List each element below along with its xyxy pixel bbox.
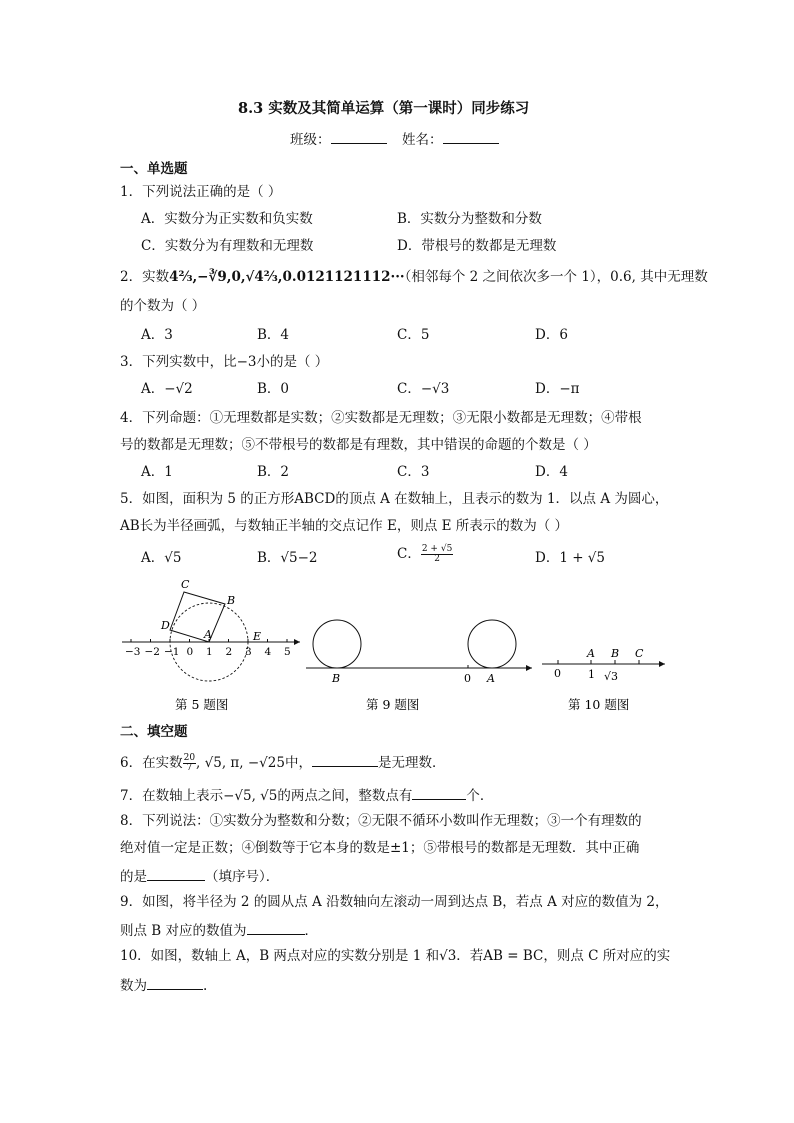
figure-9 <box>306 620 532 685</box>
q6-prefix: 6．在实数 <box>120 755 183 771</box>
q5-option-d: D．1 + √5 <box>535 550 605 566</box>
q1-stem: 1．下列说法正确的是（ ） <box>120 184 282 200</box>
q7-suffix: 个． <box>466 788 494 804</box>
q5-option-c-prefix: C． <box>397 546 421 562</box>
q3-option-c: C．−√3 <box>397 381 450 397</box>
q8-line3-suffix: （填序号）． <box>205 869 280 885</box>
q6-stem <box>120 752 445 773</box>
q7-prefix: 7．在数轴上表示−√5, √5的两点之间，整数点有 <box>120 788 413 804</box>
q3-option-b: B．0 <box>257 381 290 397</box>
q7-stem <box>120 785 493 805</box>
q9-stem-line2 <box>120 920 318 940</box>
figures-area <box>110 575 690 715</box>
q5-option-a: A．√5 <box>141 550 182 566</box>
q5-stem-line1: 5．如图，面积为 5 的正方形ABCD的顶点 A 在数轴上，且表示的数为 1．以点 A 为圆心， <box>120 491 669 507</box>
q1-option-a: A．实数分为正实数和负实数 <box>141 211 313 227</box>
fig5-label-b: B <box>227 594 236 607</box>
name-label: 姓名： <box>402 132 443 148</box>
q8-stem-line1: 8．下列说法：①实数分为整数和分数；②无限不循环小数叫作无理数；③一个有理数的 <box>120 813 642 829</box>
fig5-label-c: C <box>181 578 190 591</box>
q7-answer-blank[interactable] <box>412 785 466 800</box>
q4-option-a: A．1 <box>141 464 173 480</box>
q5-option-c-numerator: 2 + √5 <box>421 544 453 554</box>
q2-option-d: D．6 <box>535 327 568 343</box>
q2-expression: 4⅔,−∛9,0,√4⅔,0.0121121112··· <box>169 269 405 285</box>
fig5-label-d: D <box>161 619 170 632</box>
q10-answer-blank[interactable] <box>147 975 203 990</box>
fig10-label-b: B <box>611 647 620 660</box>
fig5-label-a: A <box>204 628 212 641</box>
section-heading-single-choice: 一、单选题 <box>120 161 188 177</box>
q10-stem-line2 <box>120 975 207 995</box>
q8-answer-blank[interactable] <box>147 866 205 881</box>
q10-stem-line1: 10．如图，数轴上 A，B 两点对应的实数分别是 1 和√3．若AB = BC，则点 C 所对应的实 <box>120 948 671 964</box>
fig10-label-a: A <box>587 647 595 660</box>
q2-suffix: （相邻每个 2 之间依次多一个 1），0.6, 其中无理数 <box>404 269 708 285</box>
fig9-label-0: 0 <box>464 672 471 685</box>
fig5-label-e: E <box>253 630 262 643</box>
fig5-square <box>170 592 225 642</box>
fig5-tick-label: −2 <box>144 646 160 658</box>
class-label: 班级： <box>290 132 331 148</box>
q4-option-b: B．2 <box>257 464 290 480</box>
q8-stem-line2: 绝对值一定是正数；④倒数等于它本身的数是±1；⑤带根号的数都是无理数．其中正确 <box>120 840 640 856</box>
q10-line2-suffix: . <box>203 978 208 994</box>
q5-option-c <box>397 545 453 564</box>
q3-option-d: D．−π <box>535 381 580 397</box>
section-heading-fill-blank: 二、填空题 <box>120 724 188 740</box>
name-field <box>402 128 499 148</box>
q8-line3-prefix: 的是 <box>120 869 147 885</box>
q2-stem <box>120 268 708 286</box>
q5-option-b: B．√5−2 <box>257 550 318 566</box>
fig10-label-sqrt3: √3 <box>604 670 619 683</box>
q6-middle: , √5, π, −√25中， <box>196 755 312 771</box>
q5-option-c-fraction <box>421 545 453 564</box>
page-title: 8.3 实数及其简单运算（第一课时）同步练习 <box>238 100 530 117</box>
q4-option-d: D．4 <box>535 464 568 480</box>
fig5-tick-label: 1 <box>206 646 213 658</box>
q6-denominator: 7 <box>186 763 193 773</box>
name-blank <box>443 129 499 144</box>
figure-10 <box>542 647 665 683</box>
q4-option-c: C．3 <box>397 464 430 480</box>
fig9-label-b: B <box>332 672 341 685</box>
q3-option-a: A．−√2 <box>141 381 193 397</box>
fig5-tick-label: 0 <box>186 646 194 658</box>
q2-option-c: C．5 <box>397 327 430 343</box>
q8-stem-line3 <box>120 866 279 886</box>
fig9-label-a: A <box>487 672 495 685</box>
q1-option-b: B．实数分为整数和分数 <box>397 211 542 227</box>
q4-stem-line1: 4．下列命题：①无理数都是实数；②实数都是无理数；③无限小数都是无理数；④带根 <box>120 410 642 426</box>
fig10-label-c: C <box>635 647 644 660</box>
fig10-caption: 第 10 题图 <box>568 697 630 712</box>
q9-line2-prefix: 则点 B 对应的数值为 <box>120 923 247 939</box>
class-field <box>290 128 387 148</box>
q5-option-c-denominator: 2 <box>434 554 440 564</box>
fig5-caption: 第 5 题图 <box>175 697 229 712</box>
q4-stem-line2: 号的数都是无理数；⑤不带根号的数都是有理数，其中错误的命题的个数是（ ） <box>120 437 597 453</box>
q6-fraction <box>183 754 196 773</box>
fig5-tick-label: 4 <box>264 646 272 658</box>
fig9-circle-at-a <box>468 620 516 668</box>
fig9-caption: 第 9 题图 <box>366 697 420 712</box>
q2-option-a: A．3 <box>141 327 173 343</box>
q1-option-c: C．实数分为有理数和无理数 <box>141 238 314 254</box>
q6-numerator: 20 <box>183 753 196 763</box>
figure-5 <box>122 578 300 681</box>
q2-prefix: 2．实数 <box>120 269 170 285</box>
fig10-label-0: 0 <box>554 667 561 680</box>
q10-line2-prefix: 数为 <box>120 978 147 994</box>
fig5-tick-label: 3 <box>245 646 252 658</box>
fig5-tick-label: 5 <box>284 646 291 658</box>
q9-line2-suffix: ． <box>304 923 319 939</box>
fig5-tick-label: −1 <box>164 646 180 658</box>
fig9-circle-at-b <box>313 620 361 668</box>
fig10-label-1: 1 <box>588 668 595 681</box>
q2-stem-line2: 的个数为（ ） <box>120 298 206 314</box>
q6-answer-blank[interactable] <box>312 752 378 767</box>
q3-stem: 3．下列实数中，比−3小的是（ ） <box>120 354 329 370</box>
q2-option-b: B．4 <box>257 327 290 343</box>
q5-stem-line2: AB长为半径画弧，与数轴正半轴的交点记作 E，则点 E 所表示的数为（ ） <box>120 518 569 534</box>
class-blank <box>331 129 387 144</box>
fig5-tick-label: 2 <box>225 646 233 658</box>
q1-option-d: D．带根号的数都是无理数 <box>397 238 557 254</box>
q6-suffix: 是无理数． <box>377 755 446 771</box>
q9-stem-line1: 9．如图，将半径为 2 的圆从点 A 沿数轴向左滚动一周到达点 B，若点 A 对应的数值为 2， <box>120 894 669 910</box>
q9-answer-blank[interactable] <box>247 920 305 935</box>
fig5-tick-label: −3 <box>125 646 141 658</box>
